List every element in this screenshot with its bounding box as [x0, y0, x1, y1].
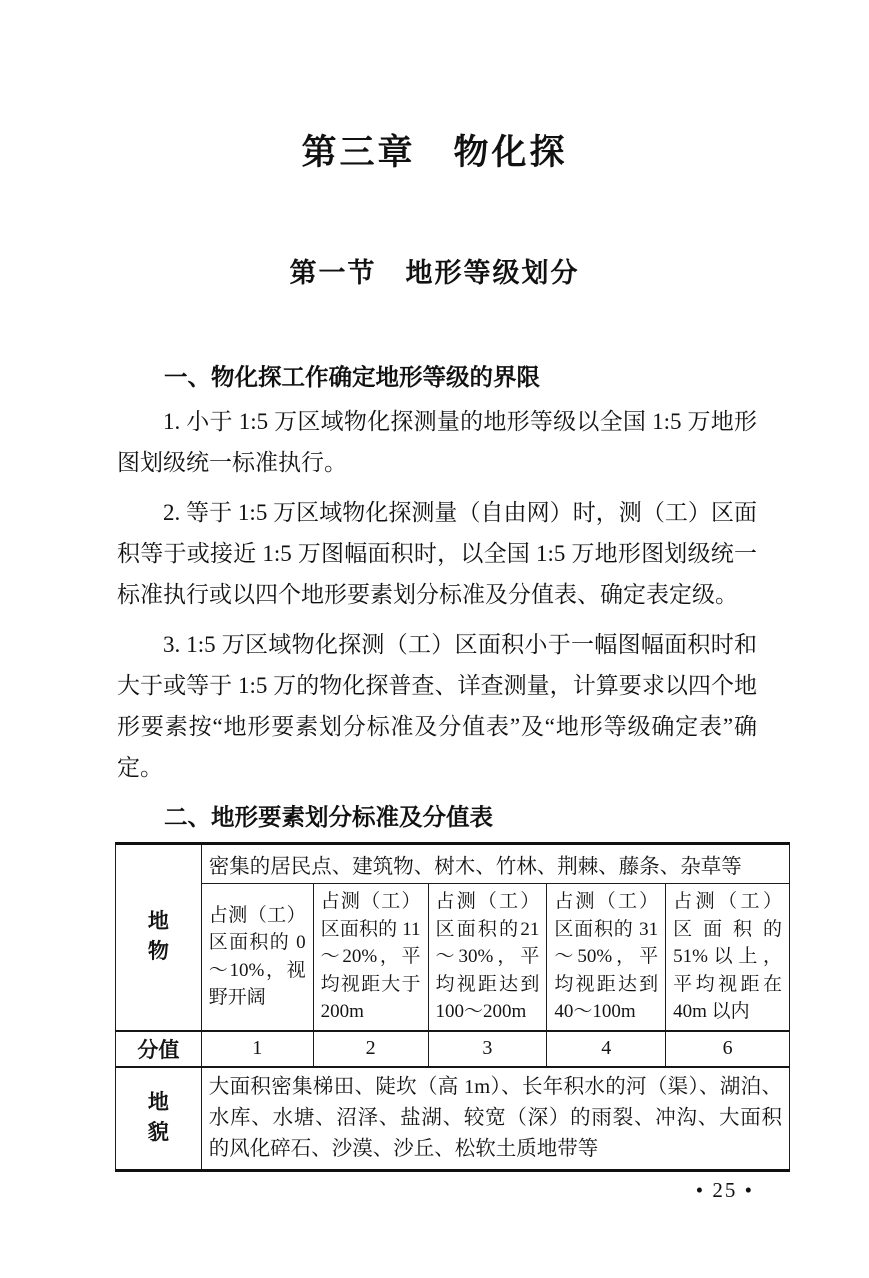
table-row: [116, 844, 790, 884]
table-row: [116, 884, 790, 1031]
score-cell-1: 1: [201, 1031, 313, 1067]
subheading-terrain-grade-limits: 一、物化探工作确定地形等级的界限: [164, 364, 540, 390]
body-text-block: [117, 362, 757, 832]
row-label-features-text: 地物: [147, 910, 169, 964]
paragraph-2: 2. 等于 1:5 万区域物化探测量（自由网）时，测（工）区面积等于或接近 1:5 万图幅面积时，以全国 1:5 万地形图划级统一标准执行或以四个地形要素划分标准及分值表、确定表定级。: [117, 500, 757, 607]
score-cell-2: 2: [313, 1031, 428, 1067]
criteria-cell-2: 占测（工）区面积的 11～20%，平均视距大于 200m: [313, 884, 428, 1031]
page-number: • 25 •: [695, 1178, 754, 1202]
section-title: 第一节 地形等级划分: [289, 258, 580, 288]
chapter-title: 第三章 物化探: [301, 133, 568, 172]
subheading-score-table: 二、地形要素划分标准及分值表: [164, 804, 493, 830]
score-cell-4: 4: [547, 1031, 666, 1067]
score-cell-5: 6: [666, 1031, 790, 1067]
terrain-score-table: [115, 842, 790, 1172]
geomorphology-cell: 大面积密集梯田、陡坎（高 1m）、长年积水的河（渠）、湖泊、水库、水塘、沼泽、盐湖、较宽（深）的雨裂、冲沟、大面积的风化碎石、沙漠、沙丘、松软土质地带等: [201, 1067, 789, 1171]
paragraph-1: 1. 小于 1:5 万区域物化探测量的地形等级以全国 1:5 万地形图划级统一标准执行。: [117, 409, 757, 475]
row-label-geomorph-text: 地貌: [147, 1091, 169, 1144]
row-label-features: [116, 844, 202, 1031]
criteria-cell-1: 占测（工）区面积的 0～10%，视野开阔: [201, 884, 313, 1031]
criteria-cell-5: 占测（工）区面积的 51%以上，平均视距在 40m 以内: [666, 884, 790, 1031]
criteria-cell-3: 占测（工）区面积的21～30%，平均视距达到100～200m: [428, 884, 547, 1031]
row-label-geomorph: [116, 1067, 202, 1171]
criteria-cell-4: 占测（工）区面积的 31～50%，平均视距达到 40～100m: [547, 884, 666, 1031]
row-label-score: 分值: [116, 1031, 202, 1067]
paragraph-3: 3. 1:5 万区域物化探测（工）区面积小于一幅图幅面积时和大于或等于 1:5 万的物化探普查、详查测量，计算要求以四个地形要素按“地形要素划分标准及分值表”及“地形等级确定表”确定。: [117, 632, 757, 780]
table-row: [116, 1031, 790, 1067]
landform-header-cell: 密集的居民点、建筑物、树木、竹林、荆棘、藤条、杂草等: [201, 844, 789, 884]
table-row: [116, 1067, 790, 1171]
score-cell-3: 3: [428, 1031, 547, 1067]
